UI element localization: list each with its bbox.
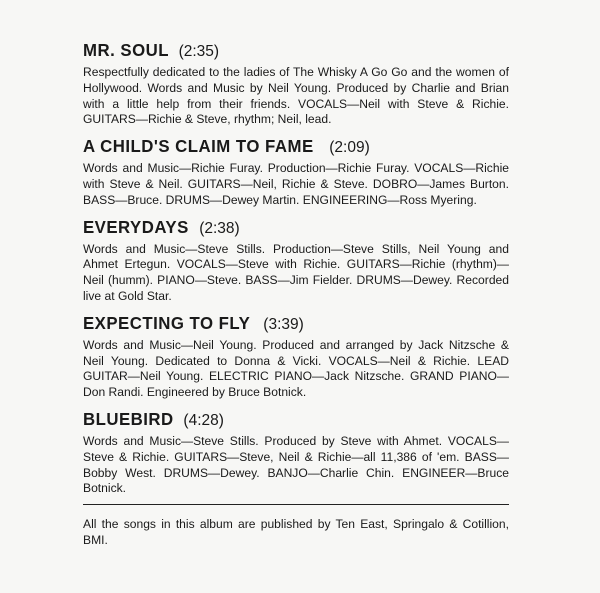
track-everydays: [83, 217, 509, 305]
track-credits: Words and Music—Richie Furay. Production—Richie Furay. VOCALS—Richie with Steve & Neil. GUITARS—Neil, Richie & Steve. DOBRO—James Burton. BASS—Bruce. DRUMS—Dewey Martin. ENGINEERING—Ross Myering.: [83, 161, 509, 207]
track-mr-soul: [83, 40, 509, 128]
track-duration: (2:09): [329, 139, 370, 157]
track-title: A CHILD'S CLAIM TO FAME: [83, 136, 314, 157]
track-expecting-to-fly: [83, 313, 509, 401]
track-duration: (3:39): [263, 315, 304, 333]
track-list: [83, 40, 509, 505]
track-duration: (2:35): [178, 43, 220, 60]
track-credits: Respectfully dedicated to the ladies of The Whisky A Go Go and the women of Hollywood. Words and Music by Neil Young. Produced by Charlie and Brian with a little help from their friends. VOCALS—Neil with Steve & Richie. GUITARS—Richie & Steve, rhythm; Neil, lead.: [83, 65, 509, 127]
track-duration: (4:28): [183, 411, 224, 429]
track-credits: Words and Music—Steve Stills. Produced by Steve with Ahmet. VOCALS—Steve & Richie. GUITARS—Steve, Neil & Richie—all 11,386 of 'em. BASS—Bobby West. DRUMS—Dewey. BANJO—Charlie Chin. ENGINEER—Bruce Botnick.: [83, 433, 509, 496]
track-title: EXPECTING TO FLY: [83, 312, 251, 333]
publisher-note: All the songs in this album are published by Ten East, Springalo & Cotillion, BMI.: [83, 517, 509, 547]
track-title: MR. SOUL: [83, 40, 169, 60]
track-duration: (2:38): [199, 219, 240, 237]
track-bluebird: [83, 409, 509, 497]
divider-rule: [83, 504, 509, 505]
track-title: BLUEBIRD: [83, 408, 174, 429]
track-a-childs-claim-to-fame: [83, 136, 509, 208]
track-credits: Words and Music—Neil Young. Produced and arranged by Jack Nitzsche & Neil Young. Dedicated to Donna & Vicki. VOCALS—Neil & Richie. LEAD GUITAR—Neil Young. ELECTRIC PIANO—Jack Nitzsche. GRAND PIANO—Don Randi. Engineered by Bruce Botnick.: [83, 337, 509, 400]
track-title: EVERYDAYS: [83, 216, 189, 237]
track-credits: Words and Music—Steve Stills. Production—Steve Stills, Neil Young and Ahmet Ertegun. VOCALS—Steve with Richie. GUITARS—Richie (rhythm)—Neil (humm). PIANO—Steve. BASS—Jim Fielder. DRUMS—Dewey. Recorded live at Gold Star.: [83, 241, 509, 303]
